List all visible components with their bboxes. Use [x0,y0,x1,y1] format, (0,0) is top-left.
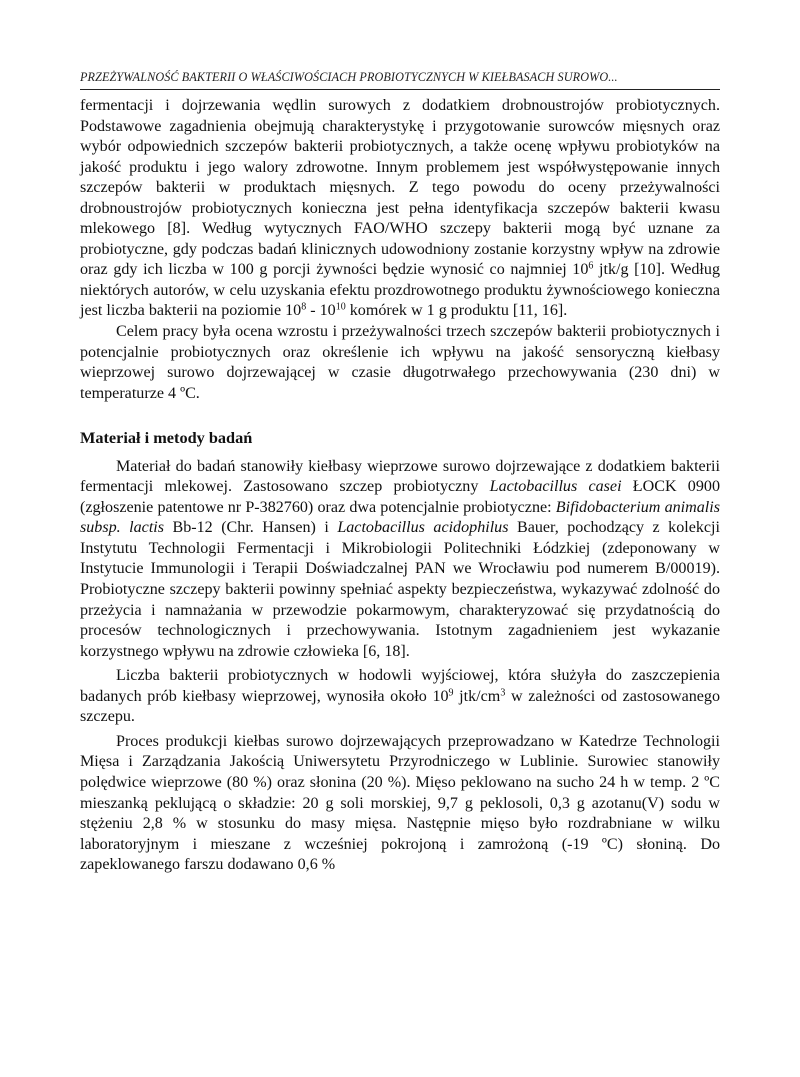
text-run: - 10 [306,302,336,320]
superscript: 3 [500,687,506,699]
paragraph-intro-continued [80,96,720,322]
paragraph-materials [80,457,720,662]
body-text [80,96,720,876]
species-name: Lactobacillus acidophilus [337,519,509,537]
superscript: 9 [448,687,454,699]
text-run: jtk/g [10]. Według niektórych autorów, w celu uzyskania efektu prozdrowotnego produktu żywnościowego konieczna jest liczba bakterii na poziomie 10 [80,261,720,320]
species-name: Bifidobacterium animalis subsp. lactis [80,498,721,537]
text-run: Materiał do badań stanowiły kiełbasy wieprzowe surowo dojrzewające z dodatkiem bakterii fermentacji mlekowej. Zastosowano szczep probiotyczny [80,457,720,496]
section-heading: Materiał i metody badań [80,428,253,448]
running-header: PRZEŻYWALNOŚĆ BAKTERII O WŁAŚCIWOŚCIACH PROBIOTYCZNYCH W KIEŁBASACH SUROWO... [80,70,618,84]
text-run: Bauer, pochodzący z kolekcji Instytutu Technologii Fermentacji i Mikrobiologii Politechniki Łódzkiej (zdeponowany w Instytucie Immunologii i Terapii Doświadczalnej PAN we Wrocławiu pod numerem B/00019). Probiotyczne szczepy bakterii powinny spełniać aspekty bezpieczeństwa, wykazywać zdolność do przeżycia i namnażania w przewodzie pokarmowym, charakteryzować się przydatnością do procesów technologicznych i przechowywania. Istotnym zagadnieniem jest wykazanie korzystnego wpływu na zdrowie człowieka [6, 18]. [80,519,720,660]
superscript: 6 [588,260,594,272]
paragraph-aim: Celem pracy była ocena wzrostu i przeżywalności trzech szczepów bakterii probiotycznych i potencjalnie probiotycznych oraz określenie ich wpływu na jakość sensoryczną kiełbasy wieprzowej surowo dojrzewającej w czasie długotrwałego przechowywania (230 dni) w temperaturze 4 ºC. [80,323,720,402]
text-run: komórek w 1 g produktu [11, 16]. [345,302,568,320]
header-rule [80,89,720,90]
superscript: 10 [335,301,346,313]
text-run: w zależności od zastosowanego szczepu. [80,687,720,726]
text-run: jtk/cm [453,687,501,705]
text-run: fermentacji i dojrzewania wędlin surowych z dodatkiem drobnoustrojów probiotycznych. Podstawowe zagadnienia obejmują charakterystykę i przygotowanie surowców mięsnych oraz wybór odpowiednich szczepów bakterii probiotycznych, a także ocenę wpływu probiotyków na jakość produktu i jego walory zdrowotne. Innym problemem jest współwystępowanie innych szczepów bakterii w produktach mięsnych. Z tego powodu do oceny przeżywalności drobnoustrojów probiotycznych konieczna jest pełna identyfikacja szczepów bakterii kwasu mlekowego [8]. Według wytycznych FAO/WHO szczepy bakterii mogą być uznane za probiotyczne, gdy podczas badań klinicznych udowodniony zostanie korzystny wpływ na zdrowie oraz gdy ich liczba w 100 g porcji żywności będzie wynosić co najmniej 10 [80,97,720,279]
paragraph-production-process: Proces produkcji kiełbas surowo dojrzewających przeprowadzano w Katedrze Technologii Mięsa i Zarządzania Jakością Uniwersytetu Przyrodniczego w Lublinie. Surowiec stanowiły polędwice wieprzowe (80 %) oraz słonina (20 %). Mięso peklowano na sucho 24 h w temp. 2 ºC mieszanką peklującą o składzie: 20 g soli morskiej, 9,7 g peklosoli, 0,3 g azotanu(V) sodu w stężeniu 2,8 % w stosunku do masy mięsa. Następnie mięso było rozdrabniane w wilku laboratoryjnym i mieszane z wcześniej pokrojoną i zamrożoną (-19 ºC) słoniną. Do zapeklowanego farszu dodawano 0,6 % [80,732,720,874]
paragraph-culture-count [80,666,720,728]
superscript: 8 [301,301,307,313]
text-run: Liczba bakterii probiotycznych w hodowli wyjściowej, która służyła do zaszczepienia badanych prób kiełbasy wieprzowej, wynosiła około 10 [80,667,720,705]
text-run: Bb-12 (Chr. Hansen) i [164,519,338,537]
species-name: Lactobacillus casei [489,478,622,496]
text-run: ŁOCK 0900 (zgłoszenie patentowe nr P-382760) oraz dwa potencjalnie probiotyczne: [80,478,720,516]
